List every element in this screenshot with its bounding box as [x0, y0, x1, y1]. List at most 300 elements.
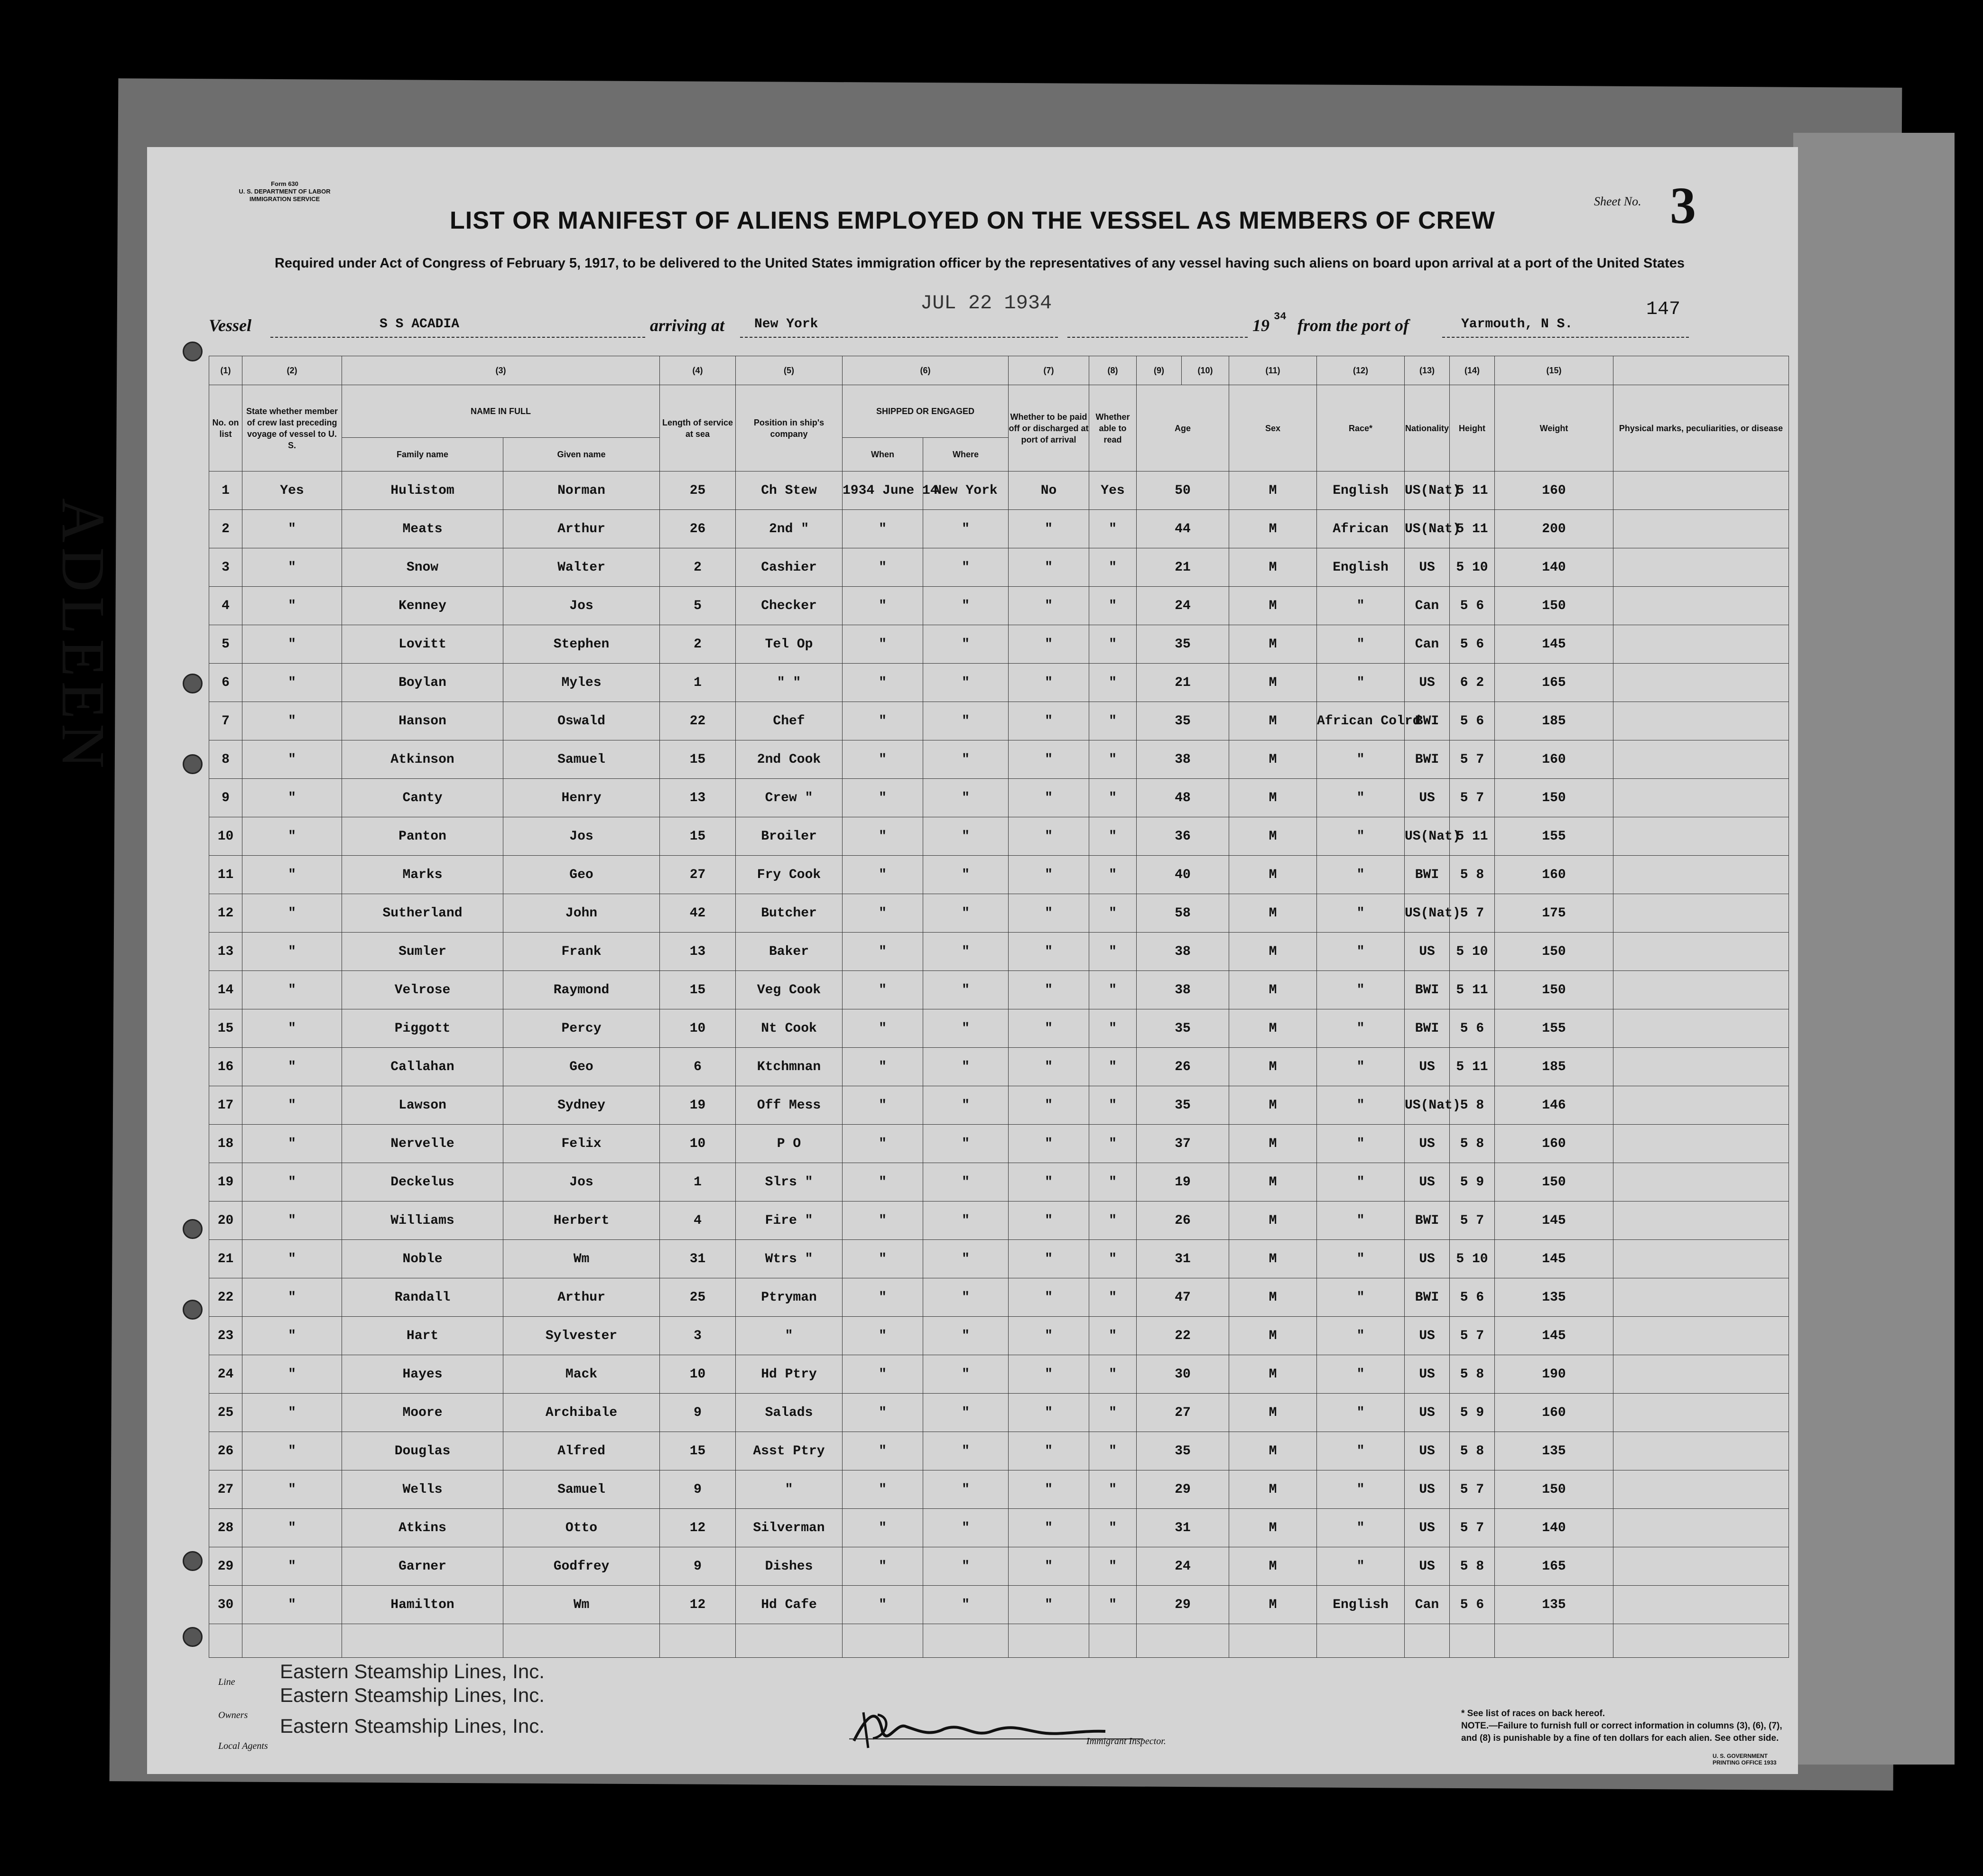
age-cell: 27 [1137, 1394, 1229, 1432]
table-row [209, 933, 1789, 971]
previous-voyage-cell: " [242, 1470, 342, 1509]
able-to-read-cell: " [1089, 1086, 1137, 1125]
sex-cell: M [1229, 1394, 1317, 1432]
position-cell: Salads [736, 1394, 843, 1432]
family-name-cell: Velrose [342, 971, 503, 1009]
previous-voyage-cell: " [242, 1586, 342, 1624]
nationality-cell: US [1405, 1355, 1450, 1394]
race-cell: " [1317, 856, 1405, 894]
shipped-where-cell: " [923, 1394, 1009, 1432]
shipped-when-cell: " [843, 933, 923, 971]
paid-off-cell: " [1009, 702, 1089, 740]
physical-marks-cell [1613, 1509, 1789, 1547]
punch-hole [183, 1551, 203, 1571]
family-name-cell: Canty [342, 779, 503, 817]
physical-marks-cell [1613, 933, 1789, 971]
position-cell: Broiler [736, 817, 843, 856]
header-state-whether: State whether member of crew last preceding voyage of vessel to U. S. [242, 385, 342, 471]
race-cell: " [1317, 1201, 1405, 1240]
footnote-penalty: NOTE.—Failure to furnish full or correct information in columns (3), (6), (7), and (8) is punishable by a fine of ten dollars for each alien. See other side. [1461, 1721, 1782, 1743]
height-cell: 5 7 [1450, 1509, 1495, 1547]
given-name-cell: Norman [503, 471, 660, 510]
inspector-signature [849, 1703, 1115, 1755]
length-of-service-cell: 15 [660, 740, 736, 779]
paid-off-cell: " [1009, 1201, 1089, 1240]
age-cell: 35 [1137, 1432, 1229, 1470]
family-name-cell: Piggott [342, 1009, 503, 1048]
page-title: LIST OR MANIFEST OF ALIENS EMPLOYED ON THE VESSEL AS MEMBERS OF CREW [450, 207, 1495, 234]
race-cell: English [1317, 548, 1405, 587]
shipped-where-cell: " [923, 1432, 1009, 1470]
given-name-cell: Sylvester [503, 1317, 660, 1355]
shipped-when-cell: " [843, 1432, 923, 1470]
sex-cell: M [1229, 548, 1317, 587]
family-name-cell: Moore [342, 1394, 503, 1432]
age-cell: 35 [1137, 625, 1229, 664]
previous-voyage-cell: " [242, 894, 342, 933]
header-where: Where [923, 438, 1009, 471]
sex-cell: M [1229, 1586, 1317, 1624]
given-name-cell: Archibale [503, 1394, 660, 1432]
weight-cell: 160 [1495, 856, 1613, 894]
row-number-cell: 24 [209, 1355, 242, 1394]
weight-cell: 200 [1495, 510, 1613, 548]
weight-cell: 145 [1495, 625, 1613, 664]
table-row [209, 702, 1789, 740]
header-length-service: Length of service at sea [660, 385, 736, 471]
sex-cell: M [1229, 971, 1317, 1009]
weight-cell: 135 [1495, 1278, 1613, 1317]
paid-off-cell: " [1009, 1086, 1089, 1125]
arriving-label: arriving at [650, 316, 725, 335]
blank-cell [1405, 1624, 1450, 1658]
table-row [209, 1547, 1789, 1586]
nationality-cell: Can [1405, 625, 1450, 664]
physical-marks-cell [1613, 625, 1789, 664]
previous-voyage-cell: " [242, 1547, 342, 1586]
race-cell: " [1317, 1240, 1405, 1278]
given-name-cell: Walter [503, 548, 660, 587]
shipped-where-cell: " [923, 971, 1009, 1009]
sex-cell: M [1229, 510, 1317, 548]
table-row [209, 664, 1789, 702]
height-cell: 5 11 [1450, 817, 1495, 856]
able-to-read-cell: Yes [1089, 471, 1137, 510]
row-number-cell: 19 [209, 1163, 242, 1201]
form-number: Form 630 [271, 180, 298, 187]
arriving-underline [740, 337, 1058, 338]
sex-cell: M [1229, 1547, 1317, 1586]
row-number-cell: 30 [209, 1586, 242, 1624]
weight-cell: 155 [1495, 817, 1613, 856]
physical-marks-cell [1613, 1470, 1789, 1509]
previous-voyage-cell: " [242, 779, 342, 817]
blank-cell [342, 1624, 503, 1658]
family-name-cell: Meats [342, 510, 503, 548]
sex-cell: M [1229, 894, 1317, 933]
able-to-read-cell: " [1089, 1048, 1137, 1086]
col-num-11: (11) [1229, 356, 1317, 385]
family-name-cell: Lawson [342, 1086, 503, 1125]
col-num-12: (12) [1317, 356, 1405, 385]
weight-cell: 150 [1495, 779, 1613, 817]
weight-cell: 146 [1495, 1086, 1613, 1125]
race-cell: " [1317, 894, 1405, 933]
able-to-read-cell: " [1089, 817, 1137, 856]
row-number-cell: 25 [209, 1394, 242, 1432]
printer-imprint: U. S. GOVERNMENT PRINTING OFFICE 1933 [1713, 1753, 1777, 1766]
paid-off-cell: " [1009, 894, 1089, 933]
given-name-cell: Geo [503, 1048, 660, 1086]
height-cell: 5 8 [1450, 1086, 1495, 1125]
position-cell: Wtrs " [736, 1240, 843, 1278]
height-cell: 5 7 [1450, 1201, 1495, 1240]
row-number-cell: 20 [209, 1201, 242, 1240]
shipped-where-cell: " [923, 1163, 1009, 1201]
blank-cell [1317, 1624, 1405, 1658]
shipped-where-cell: " [923, 1240, 1009, 1278]
blank-cell [736, 1624, 843, 1658]
family-name-cell: Hanson [342, 702, 503, 740]
shipped-when-cell: " [843, 1547, 923, 1586]
punch-hole [183, 1627, 203, 1647]
shipped-when-cell: " [843, 664, 923, 702]
owners-stamp: Eastern Steamship Lines, Inc. [280, 1684, 545, 1706]
length-of-service-cell: 2 [660, 625, 736, 664]
length-of-service-cell: 13 [660, 933, 736, 971]
position-cell: Tel Op [736, 625, 843, 664]
able-to-read-cell: " [1089, 1163, 1137, 1201]
blank-cell [209, 1624, 242, 1658]
shipped-where-cell: " [923, 1009, 1009, 1048]
shipped-where-cell: " [923, 1509, 1009, 1547]
sex-cell: M [1229, 1201, 1317, 1240]
length-of-service-cell: 9 [660, 1470, 736, 1509]
physical-marks-cell [1613, 894, 1789, 933]
paid-off-cell: " [1009, 587, 1089, 625]
col-num-remarks [1613, 356, 1789, 385]
header-able-read: Whether able to read [1089, 385, 1137, 471]
table-row [209, 1317, 1789, 1355]
vessel-underline [270, 337, 645, 338]
weight-cell: 165 [1495, 1547, 1613, 1586]
sex-cell: M [1229, 1317, 1317, 1355]
shipped-when-cell: " [843, 1355, 923, 1394]
nationality-cell: US [1405, 1394, 1450, 1432]
sex-cell: M [1229, 1509, 1317, 1547]
given-name-cell: Raymond [503, 971, 660, 1009]
col-num-15: (15) [1495, 356, 1613, 385]
from-port-label: from the port of [1297, 316, 1409, 335]
sex-cell: M [1229, 1125, 1317, 1163]
race-cell: " [1317, 625, 1405, 664]
family-name-cell: Nervelle [342, 1125, 503, 1163]
row-number-cell: 1 [209, 471, 242, 510]
age-cell: 58 [1137, 894, 1229, 933]
family-name-cell: Snow [342, 548, 503, 587]
previous-voyage-cell: " [242, 1355, 342, 1394]
length-of-service-cell: 10 [660, 1009, 736, 1048]
family-name-cell: Panton [342, 817, 503, 856]
height-cell: 5 9 [1450, 1163, 1495, 1201]
owners-label: Owners [218, 1710, 248, 1720]
age-cell: 30 [1137, 1355, 1229, 1394]
shipped-when-cell: " [843, 1048, 923, 1086]
length-of-service-cell: 9 [660, 1394, 736, 1432]
physical-marks-cell [1613, 1586, 1789, 1624]
table-row [209, 1240, 1789, 1278]
shipped-when-cell: " [843, 1009, 923, 1048]
col-num-9: (9) [1137, 356, 1182, 385]
family-name-cell: Sumler [342, 933, 503, 971]
previous-voyage-cell: " [242, 1509, 342, 1547]
sex-cell: M [1229, 587, 1317, 625]
previous-voyage-cell: " [242, 817, 342, 856]
age-cell: 21 [1137, 548, 1229, 587]
paid-off-cell: " [1009, 1355, 1089, 1394]
weight-cell: 160 [1495, 740, 1613, 779]
age-cell: 22 [1137, 1317, 1229, 1355]
shipped-when-cell: " [843, 625, 923, 664]
height-cell: 5 11 [1450, 971, 1495, 1009]
nationality-cell: US(Nat) [1405, 1086, 1450, 1125]
paid-off-cell: " [1009, 1586, 1089, 1624]
position-cell: " " [736, 664, 843, 702]
race-cell: African [1317, 510, 1405, 548]
shipped-where-cell: " [923, 1470, 1009, 1509]
height-cell: 5 11 [1450, 510, 1495, 548]
age-cell: 29 [1137, 1586, 1229, 1624]
table-row [209, 1048, 1789, 1086]
shipped-when-cell: " [843, 817, 923, 856]
height-cell: 5 11 [1450, 471, 1495, 510]
length-of-service-cell: 5 [660, 587, 736, 625]
given-name-cell: Myles [503, 664, 660, 702]
length-of-service-cell: 19 [660, 1086, 736, 1125]
previous-voyage-cell: " [242, 971, 342, 1009]
line-stamp: Eastern Steamship Lines, Inc. [280, 1660, 545, 1682]
header-weight: Weight [1495, 385, 1613, 471]
punch-hole [183, 1300, 203, 1320]
age-cell: 29 [1137, 1470, 1229, 1509]
physical-marks-cell [1613, 1317, 1789, 1355]
nationality-cell: US [1405, 1470, 1450, 1509]
physical-marks-cell [1613, 1009, 1789, 1048]
row-number-cell: 29 [209, 1547, 242, 1586]
punch-hole [183, 674, 203, 693]
length-of-service-cell: 10 [660, 1355, 736, 1394]
row-number-cell: 21 [209, 1240, 242, 1278]
physical-marks-cell [1613, 1086, 1789, 1125]
position-cell: Fry Cook [736, 856, 843, 894]
shipped-when-cell: " [843, 1201, 923, 1240]
row-number-cell: 3 [209, 548, 242, 587]
col-num-3: (3) [342, 356, 660, 385]
sex-cell: M [1229, 856, 1317, 894]
length-of-service-cell: 22 [660, 702, 736, 740]
family-name-cell: Randall [342, 1278, 503, 1317]
age-cell: 50 [1137, 471, 1229, 510]
row-number-cell: 7 [209, 702, 242, 740]
sex-cell: M [1229, 1240, 1317, 1278]
race-cell: " [1317, 587, 1405, 625]
family-name-cell: Wells [342, 1470, 503, 1509]
nationality-cell: Can [1405, 587, 1450, 625]
previous-voyage-cell: " [242, 548, 342, 587]
row-number-cell: 12 [209, 894, 242, 933]
table-row [209, 1355, 1789, 1394]
paid-off-cell: " [1009, 1317, 1089, 1355]
table-row [209, 1278, 1789, 1317]
row-number-cell: 17 [209, 1086, 242, 1125]
blank-cell [1089, 1624, 1137, 1658]
height-cell: 5 7 [1450, 894, 1495, 933]
paid-off-cell: " [1009, 1470, 1089, 1509]
family-name-cell: Hart [342, 1317, 503, 1355]
col-num-6: (6) [843, 356, 1009, 385]
position-cell: Crew " [736, 779, 843, 817]
col-num-5: (5) [736, 356, 843, 385]
punch-hole [183, 754, 203, 774]
nationality-cell: US [1405, 548, 1450, 587]
blank-cell [923, 1624, 1009, 1658]
agents-label: Local Agents [218, 1741, 268, 1751]
shipped-when-cell: " [843, 779, 923, 817]
physical-marks-cell [1613, 1201, 1789, 1240]
position-cell: 2nd " [736, 510, 843, 548]
family-name-cell: Douglas [342, 1432, 503, 1470]
weight-cell: 140 [1495, 1509, 1613, 1547]
paid-off-cell: " [1009, 1547, 1089, 1586]
previous-voyage-cell: " [242, 1086, 342, 1125]
physical-marks-cell [1613, 971, 1789, 1009]
blank-cell [503, 1624, 660, 1658]
race-cell: " [1317, 1509, 1405, 1547]
row-number-cell: 26 [209, 1432, 242, 1470]
date-stamp: JUL 22 1934 [920, 292, 1052, 314]
paid-off-cell: " [1009, 933, 1089, 971]
able-to-read-cell: " [1089, 1355, 1137, 1394]
weight-cell: 160 [1495, 1125, 1613, 1163]
physical-marks-cell [1613, 1048, 1789, 1086]
sex-cell: M [1229, 1048, 1317, 1086]
blank-cell [1137, 1624, 1229, 1658]
previous-voyage-cell: " [242, 664, 342, 702]
given-name-cell: Felix [503, 1125, 660, 1163]
shipped-where-cell: " [923, 1586, 1009, 1624]
crew-table [209, 356, 1789, 1658]
nationality-cell: Can [1405, 1586, 1450, 1624]
paid-off-cell: " [1009, 1240, 1089, 1278]
table-row [209, 1009, 1789, 1048]
able-to-read-cell: " [1089, 894, 1137, 933]
position-cell: Checker [736, 587, 843, 625]
paid-off-cell: " [1009, 1009, 1089, 1048]
weight-cell: 135 [1495, 1586, 1613, 1624]
blank-cell [242, 1624, 342, 1658]
shipped-when-cell: " [843, 1470, 923, 1509]
year-prefix: 19 [1252, 316, 1269, 335]
footnote-races: * See list of races on back hereof. [1461, 1709, 1605, 1719]
length-of-service-cell: 31 [660, 1240, 736, 1278]
able-to-read-cell: " [1089, 1201, 1137, 1240]
nationality-cell: BWI [1405, 856, 1450, 894]
shipped-when-cell: " [843, 702, 923, 740]
nationality-cell: US [1405, 1432, 1450, 1470]
previous-voyage-cell: " [242, 1125, 342, 1163]
family-name-cell: Atkins [342, 1509, 503, 1547]
row-number-cell: 6 [209, 664, 242, 702]
age-cell: 31 [1137, 1509, 1229, 1547]
able-to-read-cell: " [1089, 702, 1137, 740]
able-to-read-cell: " [1089, 1394, 1137, 1432]
race-cell: " [1317, 1355, 1405, 1394]
col-num-4: (4) [660, 356, 736, 385]
height-cell: 5 8 [1450, 1125, 1495, 1163]
given-name-cell: Sydney [503, 1086, 660, 1125]
sex-cell: M [1229, 817, 1317, 856]
shipped-when-cell: " [843, 1278, 923, 1317]
able-to-read-cell: " [1089, 1317, 1137, 1355]
shipped-where-cell: " [923, 587, 1009, 625]
shipped-where-cell: " [923, 779, 1009, 817]
sex-cell: M [1229, 702, 1317, 740]
shipped-where-cell: " [923, 856, 1009, 894]
given-name-cell: Alfred [503, 1432, 660, 1470]
table-row [209, 894, 1789, 933]
height-cell: 5 10 [1450, 1240, 1495, 1278]
race-cell: " [1317, 1009, 1405, 1048]
previous-voyage-cell: " [242, 1240, 342, 1278]
table-row [209, 587, 1789, 625]
row-number-cell: 13 [209, 933, 242, 971]
height-cell: 5 8 [1450, 1355, 1495, 1394]
row-number-cell: 10 [209, 817, 242, 856]
given-name-cell: Arthur [503, 510, 660, 548]
length-of-service-cell: 12 [660, 1509, 736, 1547]
nationality-cell: US [1405, 933, 1450, 971]
height-cell: 5 6 [1450, 1586, 1495, 1624]
shipped-when-cell: " [843, 510, 923, 548]
shipped-when-cell: " [843, 1163, 923, 1201]
height-cell: 5 6 [1450, 1278, 1495, 1317]
previous-voyage-cell: " [242, 933, 342, 971]
previous-voyage-cell: " [242, 1394, 342, 1432]
family-name-cell: Noble [342, 1240, 503, 1278]
able-to-read-cell: " [1089, 664, 1137, 702]
col-num-8: (8) [1089, 356, 1137, 385]
table-row [209, 1163, 1789, 1201]
shipped-where-cell: " [923, 664, 1009, 702]
manifest-sheet [147, 147, 1798, 1774]
age-cell: 35 [1137, 1009, 1229, 1048]
given-name-cell: Oswald [503, 702, 660, 740]
given-name-cell: Jos [503, 587, 660, 625]
shipped-where-cell: " [923, 1547, 1009, 1586]
previous-voyage-cell: Yes [242, 471, 342, 510]
row-number-cell: 18 [209, 1125, 242, 1163]
weight-cell: 155 [1495, 1009, 1613, 1048]
weight-cell: 190 [1495, 1355, 1613, 1394]
shipped-when-cell: " [843, 1586, 923, 1624]
able-to-read-cell: " [1089, 1547, 1137, 1586]
position-cell: P O [736, 1125, 843, 1163]
race-cell: African Colrd [1317, 702, 1405, 740]
position-cell: " [736, 1317, 843, 1355]
able-to-read-cell: " [1089, 1278, 1137, 1317]
age-cell: 35 [1137, 702, 1229, 740]
age-cell: 31 [1137, 1240, 1229, 1278]
